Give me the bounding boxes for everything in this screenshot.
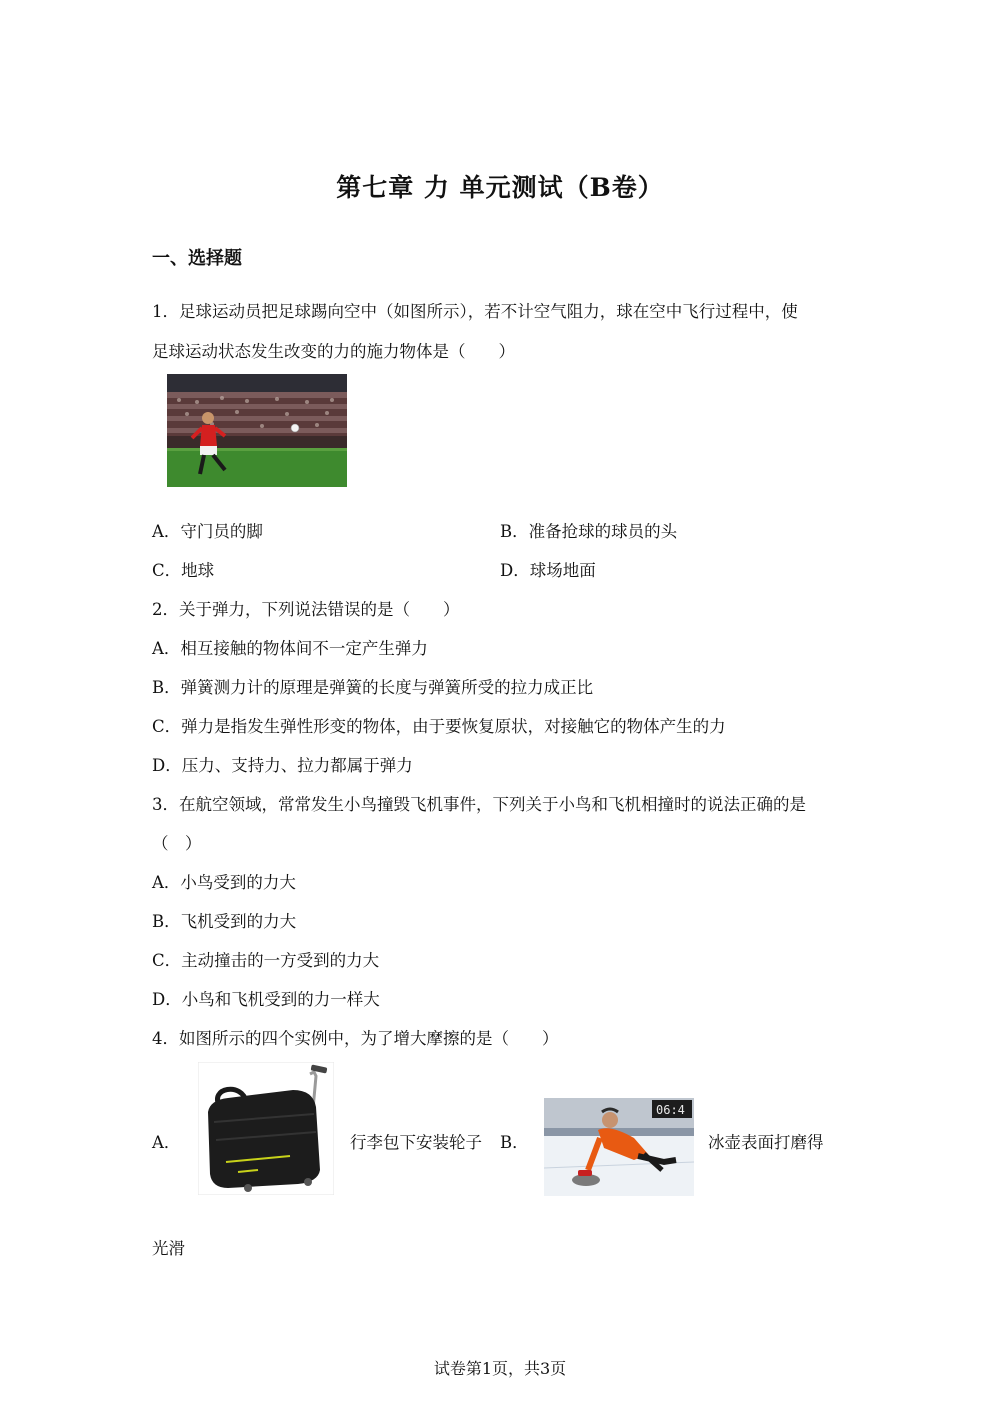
q4-option-a-text: 行李包下安装轮子 [350,1133,482,1152]
q1-stem-line1: 1．足球运动员把足球踢向空中（如图所示），若不计空气阻力，球在空中飞行过程中，使 [152,302,798,321]
page-footer: 试卷第1页，共3页 [433,1359,567,1378]
q2-option-c: C．弹力是指发生弹性形变的物体，由于要恢复原状，对接触它的物体产生的力 [152,717,726,736]
q2-stem: 2．关于弹力，下列说法错误的是（ ） [152,600,460,619]
q1-option-a: A．守门员的脚 [152,522,263,541]
q1-option-c: C．地球 [152,561,215,580]
q2-option-d: D．压力、支持力、拉力都属于弹力 [152,756,413,775]
q4-option-b-text: 冰壶表面打磨得 [708,1133,824,1152]
curling-player-image [544,1098,694,1196]
q4-stem: 4．如图所示的四个实例中，为了增大摩擦的是（ ） [152,1029,559,1048]
q3-option-d: D．小鸟和飞机受到的力一样大 [152,990,380,1009]
q3-option-c: C．主动撞击的一方受到的力大 [152,951,380,970]
q4-option-a-label: A． [152,1133,181,1152]
scoreboard-text: 06:4 [656,1103,685,1117]
soccer-player-image [167,374,347,487]
q1-option-d: D．球场地面 [500,561,596,580]
section-heading: 一、选择题 [152,248,242,269]
q4-option-b-text-continued: 光滑 [152,1239,185,1258]
q3-stem-line2: （ ） [152,834,202,853]
page-title: 第七章 力 单元测试（B卷） [336,173,664,202]
q1-option-b: B．准备抢球的球员的头 [500,522,678,541]
q4-option-b-label: B． [500,1133,529,1152]
q3-stem-line1: 3．在航空领域，常常发生小鸟撞毁飞机事件，下列关于小鸟和飞机相撞时的说法正确的是 [152,795,806,814]
q3-option-b: B．飞机受到的力大 [152,912,297,931]
q2-option-a: A．相互接触的物体间不一定产生弹力 [152,639,428,658]
q1-stem-line2: 足球运动状态发生改变的力的施力物体是（ ） [152,342,515,361]
rolling-luggage-image [198,1062,334,1195]
q2-option-b: B．弹簧测力计的原理是弹簧的长度与弹簧所受的拉力成正比 [152,678,594,697]
q3-option-a: A．小鸟受到的力大 [152,873,296,892]
